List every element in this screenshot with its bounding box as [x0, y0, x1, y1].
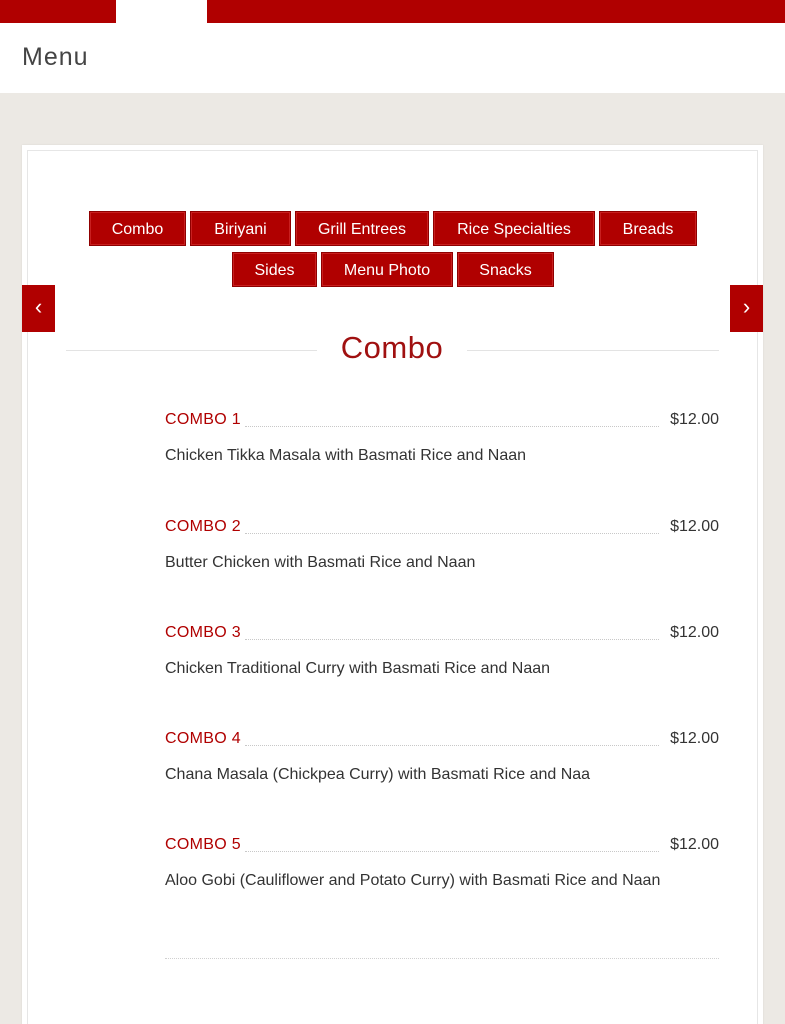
menu-item-name: COMBO 1 [165, 411, 245, 429]
menu-item-name: COMBO 4 [165, 730, 245, 748]
menu-item-description: Butter Chicken with Basmati Rice and Naan [165, 554, 476, 571]
page-title: Menu [22, 43, 89, 71]
menu-item-name: COMBO 5 [165, 836, 245, 854]
menu-item-description: Chana Masala (Chickpea Curry) with Basmati Rice and Naa [165, 766, 591, 783]
dot-leader [245, 533, 659, 534]
tab-breads[interactable]: Breads [599, 211, 697, 246]
menu-item-price: $12.00 [670, 836, 719, 853]
tab-snacks[interactable]: Snacks [457, 252, 554, 287]
dot-leader [245, 426, 659, 427]
menu-item-price: $12.00 [670, 411, 719, 428]
menu-item-price: $12.00 [670, 730, 719, 747]
menu-item-description: Chicken Traditional Curry with Basmati Rice and Naan [165, 660, 551, 677]
dot-leader [245, 851, 659, 852]
tab-menu-photo[interactable]: Menu Photo [321, 252, 453, 287]
section-title: Combo [340, 330, 444, 365]
menu-item [165, 836, 719, 896]
tab-biriyani[interactable]: Biriyani [190, 211, 291, 246]
bottom-divider [165, 958, 719, 959]
menu-item [165, 730, 719, 790]
chevron-left-icon: ‹ [34, 294, 43, 319]
dot-leader [245, 745, 659, 746]
menu-item [165, 624, 719, 684]
menu-item-name: COMBO 2 [165, 518, 245, 536]
tab-sides[interactable]: Sides [232, 252, 317, 287]
top-nav-active-tab[interactable] [116, 0, 207, 23]
menu-item-price: $12.00 [670, 518, 719, 535]
menu-item-description: Aloo Gobi (Cauliflower and Potato Curry) with Basmati Rice and Naan [165, 872, 661, 889]
menu-item-name: COMBO 3 [165, 624, 245, 642]
top-nav-bar [0, 0, 785, 23]
menu-item-description: Chicken Tikka Masala with Basmati Rice and Naan [165, 447, 527, 464]
section-divider-left [66, 350, 317, 351]
menu-item [165, 518, 719, 578]
menu-item [165, 411, 719, 471]
dot-leader [245, 639, 659, 640]
tab-grill-entrees[interactable]: Grill Entrees [295, 211, 429, 246]
prev-arrow-button[interactable] [22, 285, 55, 332]
menu-item-price: $12.00 [670, 624, 719, 641]
next-arrow-button[interactable] [730, 285, 763, 332]
chevron-right-icon: › [742, 294, 751, 319]
section-divider-right [467, 350, 719, 351]
page-header [0, 23, 785, 93]
tab-combo[interactable]: Combo [89, 211, 186, 246]
tab-rice-specialties[interactable]: Rice Specialties [433, 211, 595, 246]
